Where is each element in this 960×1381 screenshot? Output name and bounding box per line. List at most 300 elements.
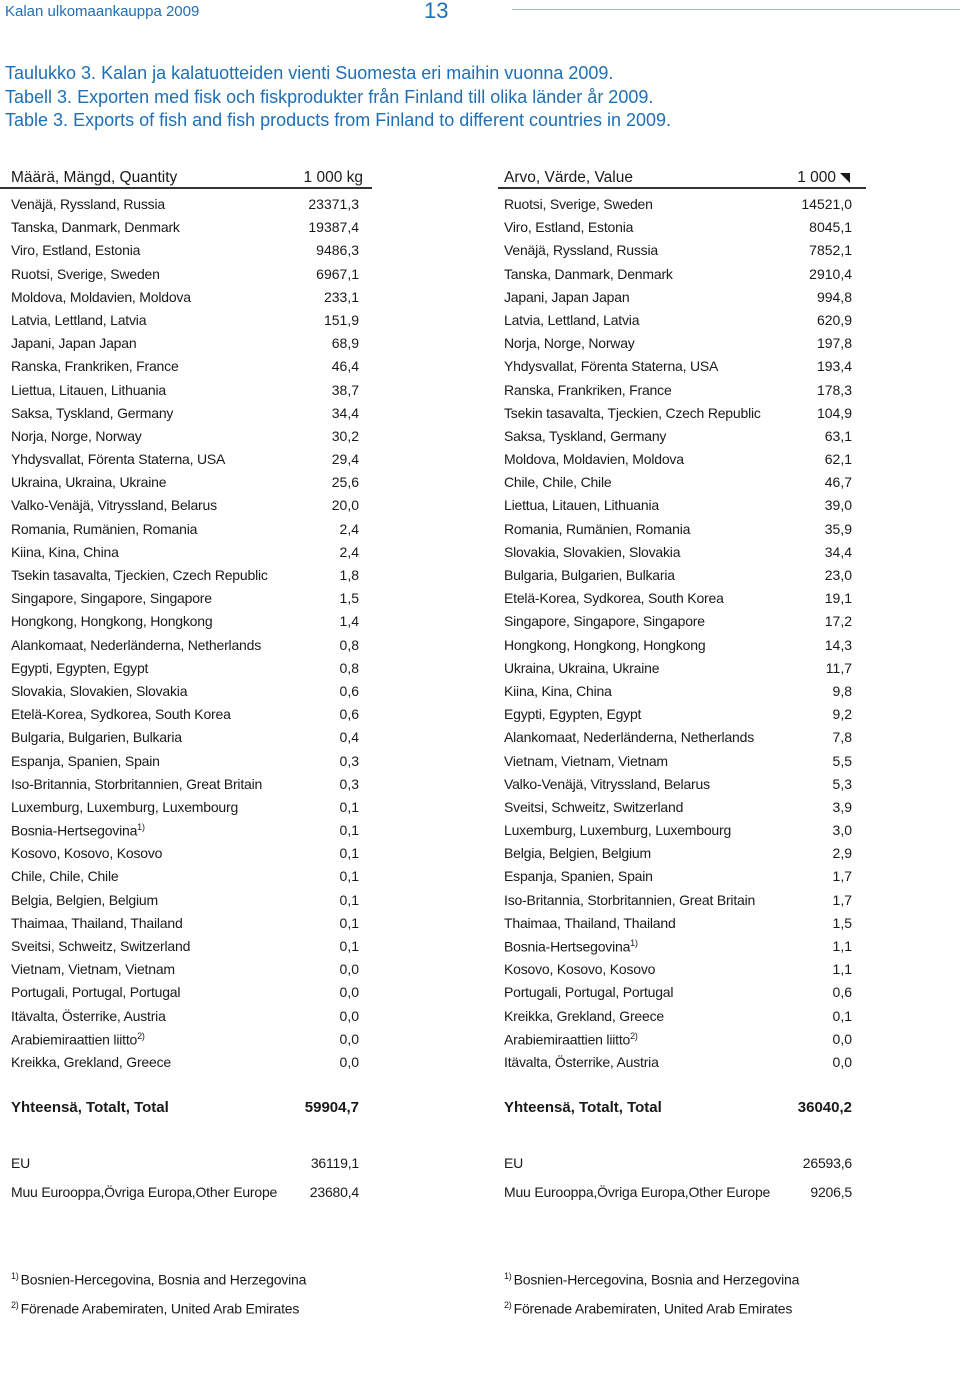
eu-value: 26593,6 bbox=[802, 1155, 852, 1171]
table-row bbox=[504, 680, 856, 703]
country-name bbox=[11, 358, 179, 374]
country-name-text: Slovakia, Slovakien, Slovakia bbox=[11, 682, 188, 699]
table-row bbox=[504, 912, 856, 935]
country-name-text: Itävalta, Österrike, Austria bbox=[11, 1007, 166, 1024]
country-name-text: Hongkong, Hongkong, Hongkong bbox=[504, 636, 706, 653]
footnotes-right bbox=[504, 1271, 799, 1329]
running-header: Kalan ulkomaankauppa 2009 bbox=[5, 3, 200, 20]
country-name-text: Latvia, Lettland, Latvia bbox=[11, 311, 147, 328]
country-name-text: Valko-Venäjä, Vitryssland, Belarus bbox=[11, 497, 217, 514]
country-name bbox=[504, 544, 680, 560]
country-name-text: Portugali, Portugal, Portugal bbox=[504, 984, 674, 1001]
row-value: 0,6 bbox=[339, 682, 359, 699]
table-row bbox=[11, 726, 363, 749]
other-europe-label: Muu Eurooppa,Övriga Europa,Other Europe bbox=[11, 1184, 278, 1200]
table-row bbox=[504, 309, 856, 332]
row-value: 197,8 bbox=[816, 335, 852, 352]
quantity-header-label: Määrä, Mängd, Quantity bbox=[11, 169, 178, 186]
row-value: 2910,4 bbox=[809, 265, 852, 282]
country-name-text: Japani, Japan Japan bbox=[504, 288, 630, 305]
country-name bbox=[11, 312, 146, 328]
country-name-text: Sveitsi, Schweitz, Switzerland bbox=[504, 798, 684, 815]
footnote bbox=[11, 1300, 306, 1329]
table-row bbox=[504, 332, 856, 355]
table-row bbox=[504, 286, 856, 309]
country-name bbox=[504, 497, 659, 513]
country-name bbox=[11, 1031, 145, 1048]
country-name-text: Chile, Chile, Chile bbox=[11, 868, 119, 885]
country-name-text: Vietnam, Vietnam, Vietnam bbox=[504, 752, 668, 769]
table-row bbox=[11, 703, 363, 726]
eu-value: 36119,1 bbox=[310, 1155, 359, 1171]
row-value: 20,0 bbox=[331, 497, 359, 514]
country-name bbox=[11, 428, 142, 444]
country-name-text: Viro, Estland, Estonia bbox=[11, 242, 141, 259]
table-row bbox=[11, 842, 363, 865]
table-row bbox=[11, 680, 363, 703]
footnote-ref: 2) bbox=[137, 1030, 145, 1041]
footnote-ref: 1) bbox=[137, 822, 145, 833]
row-value: 17,2 bbox=[824, 613, 852, 630]
row-value: 9486,3 bbox=[316, 242, 359, 259]
country-name-text: Singapore, Singapore, Singapore bbox=[11, 590, 212, 607]
footnote-text: Bosnien-Hercegovina, Bosnia and Herzegovina bbox=[20, 1271, 307, 1288]
country-name-text: Yhdysvallat, Förenta Staterna, USA bbox=[504, 358, 719, 375]
table-row bbox=[504, 379, 856, 402]
country-name bbox=[11, 984, 180, 1000]
row-value: 39,0 bbox=[824, 497, 852, 514]
table-titles bbox=[5, 62, 671, 133]
country-name bbox=[11, 915, 183, 931]
eu-label: EU bbox=[11, 1155, 31, 1171]
footnote-mark: 1) bbox=[11, 1271, 19, 1281]
table-row bbox=[11, 1051, 363, 1074]
country-name bbox=[504, 613, 705, 629]
row-value: 23,0 bbox=[824, 567, 852, 583]
row-value: 0,4 bbox=[339, 729, 359, 746]
row-value: 0,0 bbox=[339, 961, 359, 978]
country-name bbox=[504, 289, 629, 305]
country-name-text: Saksa, Tyskland, Germany bbox=[11, 404, 174, 421]
row-value: 2,4 bbox=[339, 520, 359, 537]
country-name-text: Ruotsi, Sverige, Sweden bbox=[11, 265, 160, 282]
row-value: 1,4 bbox=[339, 613, 359, 630]
country-name-text: Ranska, Frankriken, France bbox=[504, 381, 672, 398]
footnote-ref: 1) bbox=[630, 938, 638, 948]
country-name bbox=[504, 753, 668, 769]
quantity-rows bbox=[11, 193, 363, 1074]
row-value: 0,1 bbox=[339, 798, 359, 815]
footnote bbox=[504, 1300, 799, 1329]
country-name-text: Kiina, Kina, China bbox=[504, 682, 612, 699]
table-row bbox=[504, 1051, 856, 1074]
row-value: 1,1 bbox=[832, 938, 852, 954]
row-value: 0,1 bbox=[339, 822, 359, 839]
country-name bbox=[504, 382, 672, 398]
quantity-header-unit: 1 000 kg bbox=[303, 169, 363, 186]
country-name bbox=[504, 567, 675, 583]
row-value: 7,8 bbox=[832, 729, 852, 746]
row-value: 0,0 bbox=[339, 984, 359, 1001]
country-name bbox=[504, 776, 710, 792]
row-value: 19,1 bbox=[824, 590, 852, 607]
row-value: 3,9 bbox=[832, 798, 852, 815]
country-name-text: Egypti, Egypten, Egypt bbox=[11, 659, 149, 676]
row-value: 1,7 bbox=[832, 868, 852, 885]
row-value: 38,7 bbox=[331, 381, 359, 398]
footnote-ref: 2) bbox=[630, 1030, 638, 1041]
table-row bbox=[11, 1005, 363, 1028]
row-value: 23371,3 bbox=[308, 196, 359, 212]
row-value: 11,7 bbox=[825, 659, 852, 676]
table-row bbox=[504, 865, 856, 888]
country-name-text: Moldova, Moldavien, Moldova bbox=[504, 451, 684, 468]
country-name-text: Etelä-Korea, Sydkorea, South Korea bbox=[11, 706, 231, 723]
country-name bbox=[11, 474, 166, 490]
country-name bbox=[504, 428, 666, 444]
row-value: 104,9 bbox=[816, 404, 852, 421]
country-name-text: Bosnia-Hertsegovina bbox=[11, 822, 138, 839]
header-rule bbox=[512, 9, 960, 10]
country-name bbox=[11, 219, 180, 235]
country-name-text: Kosovo, Kosovo, Kosovo bbox=[504, 961, 656, 978]
other-europe-label: Muu Eurooppa,Övriga Europa,Other Europe bbox=[504, 1184, 771, 1200]
table-row bbox=[504, 750, 856, 773]
row-value: 34,4 bbox=[331, 404, 359, 421]
row-value: 0,0 bbox=[832, 1053, 852, 1070]
country-name bbox=[11, 196, 165, 212]
table-row bbox=[504, 448, 856, 471]
country-name-text: Iso-Britannia, Storbritannien, Great Britain bbox=[504, 891, 756, 908]
row-value: 68,9 bbox=[331, 335, 359, 352]
title-text: Exporten med fisk och fiskprodukter från Finland till olika länder år 2009. bbox=[77, 86, 654, 107]
country-name-text: Romania, Rumänien, Romania bbox=[504, 520, 691, 537]
country-name bbox=[11, 451, 225, 467]
row-value: 30,2 bbox=[331, 427, 359, 444]
country-name-text: Liettua, Litauen, Lithuania bbox=[504, 497, 659, 514]
country-name-text: Hongkong, Hongkong, Hongkong bbox=[11, 613, 213, 630]
row-value: 0,1 bbox=[339, 845, 359, 862]
footnote bbox=[504, 1271, 799, 1300]
footnote-mark: 1) bbox=[504, 1271, 512, 1281]
country-name bbox=[11, 544, 119, 560]
table-row bbox=[11, 541, 363, 564]
country-name-text: Norja, Norge, Norway bbox=[11, 427, 142, 444]
country-name bbox=[11, 637, 261, 653]
other-europe-value: 9206,5 bbox=[810, 1184, 852, 1200]
table-row bbox=[11, 634, 363, 657]
country-name-text: Tanska, Danmark, Denmark bbox=[11, 219, 180, 236]
country-name bbox=[11, 613, 212, 629]
table-row bbox=[11, 750, 363, 773]
country-name-text: Kreikka, Grekland, Greece bbox=[11, 1053, 171, 1070]
country-name bbox=[504, 845, 651, 861]
row-value: 994,8 bbox=[816, 288, 852, 305]
row-value: 151,9 bbox=[323, 311, 359, 328]
country-name-text: Bulgaria, Bulgarien, Bulkaria bbox=[504, 567, 675, 583]
table-row bbox=[11, 286, 363, 309]
country-name bbox=[504, 219, 633, 235]
table-row bbox=[504, 657, 856, 680]
table-row bbox=[504, 1028, 856, 1051]
country-name bbox=[11, 590, 212, 606]
country-name bbox=[11, 729, 182, 745]
row-value: 0,3 bbox=[339, 775, 359, 792]
table-row bbox=[11, 518, 363, 541]
row-value: 6967,1 bbox=[316, 265, 359, 282]
table-row bbox=[11, 263, 363, 286]
country-name bbox=[11, 1054, 171, 1070]
country-name-text: Kosovo, Kosovo, Kosovo bbox=[11, 845, 163, 862]
country-name bbox=[11, 753, 160, 769]
country-name bbox=[504, 660, 659, 676]
table-row bbox=[504, 610, 856, 633]
row-value: 0,3 bbox=[339, 752, 359, 769]
row-value: 1,5 bbox=[339, 590, 359, 607]
total-label: Yhteensä, Totalt, Total bbox=[504, 1099, 662, 1116]
table-row bbox=[504, 703, 856, 726]
table-row bbox=[504, 889, 856, 912]
country-name-text: Alankomaat, Nederländerna, Netherlands bbox=[504, 729, 754, 746]
table-row bbox=[504, 958, 856, 981]
footnote bbox=[11, 1271, 306, 1300]
footnote-text: Bosnien-Hercegovina, Bosnia and Herzegovina bbox=[513, 1271, 800, 1288]
country-name-text: Moldova, Moldavien, Moldova bbox=[11, 288, 191, 305]
footnote-text: Förenade Arabemiraten, United Arab Emirates bbox=[20, 1300, 300, 1317]
country-name bbox=[504, 405, 761, 421]
total-value: 59904,7 bbox=[304, 1099, 359, 1116]
country-name-text: Japani, Japan Japan bbox=[11, 335, 137, 352]
country-name bbox=[11, 938, 190, 954]
title-text: Exports of fish and fish products from Finland to different countries in 2009. bbox=[73, 110, 672, 130]
table-row bbox=[11, 889, 363, 912]
footnotes-left bbox=[11, 1271, 306, 1329]
row-value: 0,1 bbox=[339, 938, 359, 954]
table-row bbox=[11, 564, 363, 587]
country-name-text: Thaimaa, Thailand, Thailand bbox=[504, 914, 676, 931]
value-table bbox=[504, 166, 856, 1070]
footnote-mark: 2) bbox=[11, 1300, 19, 1310]
country-name-text: Alankomaat, Nederländerna, Netherlands bbox=[11, 636, 261, 653]
table-row bbox=[504, 564, 856, 587]
table-row bbox=[11, 935, 363, 958]
country-name-text: Saksa, Tyskland, Germany bbox=[504, 427, 667, 444]
country-name-text: Romania, Rumänien, Romania bbox=[11, 520, 198, 537]
country-name bbox=[11, 382, 166, 398]
table-row bbox=[504, 541, 856, 564]
total-value: 36040,2 bbox=[797, 1099, 852, 1116]
country-name bbox=[11, 892, 158, 908]
row-value: 3,0 bbox=[832, 822, 852, 839]
country-name-text: Venäjä, Ryssland, Russia bbox=[504, 242, 658, 259]
table-row bbox=[11, 1028, 363, 1051]
country-name-text: Tsekin tasavalta, Tjeckien, Czech Republic bbox=[11, 567, 268, 583]
country-name bbox=[504, 984, 673, 1000]
country-name bbox=[11, 521, 197, 537]
table-row bbox=[504, 796, 856, 819]
row-value: 233,1 bbox=[323, 288, 359, 305]
table-row bbox=[11, 471, 363, 494]
table-row bbox=[504, 587, 856, 610]
euro-icon bbox=[840, 173, 850, 183]
row-value: 46,4 bbox=[331, 358, 359, 375]
country-name bbox=[11, 845, 162, 861]
table-row bbox=[504, 216, 856, 239]
row-value: 9,2 bbox=[832, 706, 852, 723]
country-name-text: Ukraina, Ukraina, Ukraine bbox=[11, 474, 167, 491]
table-row bbox=[11, 865, 363, 888]
country-name bbox=[11, 567, 268, 583]
country-name-text: Espanja, Spanien, Spain bbox=[504, 868, 653, 885]
value-header-label: Arvo, Värde, Value bbox=[504, 169, 633, 186]
title-fi bbox=[5, 62, 671, 86]
country-name-text: Singapore, Singapore, Singapore bbox=[504, 613, 705, 630]
country-name bbox=[504, 915, 676, 931]
country-name bbox=[504, 868, 653, 884]
country-name bbox=[11, 683, 187, 699]
table-row bbox=[11, 912, 363, 935]
title-en bbox=[5, 109, 671, 133]
row-value: 63,1 bbox=[824, 427, 852, 444]
country-name bbox=[504, 1008, 664, 1024]
row-value: 2,9 bbox=[832, 845, 852, 862]
value-header-unit: 1 000 bbox=[797, 169, 836, 186]
country-name bbox=[11, 266, 160, 282]
country-name-text: Latvia, Lettland, Latvia bbox=[504, 311, 640, 328]
table-row bbox=[504, 355, 856, 378]
country-name bbox=[504, 799, 683, 815]
table-row bbox=[11, 355, 363, 378]
country-name bbox=[11, 776, 262, 792]
country-name-text: Luxemburg, Luxemburg, Luxembourg bbox=[504, 822, 732, 839]
row-value: 193,4 bbox=[816, 358, 852, 375]
table-row bbox=[11, 773, 363, 796]
country-name-text: Thaimaa, Thailand, Thailand bbox=[11, 914, 183, 931]
country-name bbox=[504, 196, 653, 212]
country-name-text: Tanska, Danmark, Denmark bbox=[504, 265, 673, 282]
table-row bbox=[504, 425, 856, 448]
country-name-text: Portugali, Portugal, Portugal bbox=[11, 984, 181, 1001]
table-row bbox=[504, 494, 856, 517]
row-value: 25,6 bbox=[331, 474, 359, 491]
country-name-text: Belgia, Belgien, Belgium bbox=[504, 845, 651, 862]
country-name bbox=[504, 266, 673, 282]
row-value: 0,1 bbox=[832, 1007, 852, 1024]
country-name-text: Luxemburg, Luxemburg, Luxembourg bbox=[11, 798, 239, 815]
country-name-text: Vietnam, Vietnam, Vietnam bbox=[11, 961, 175, 978]
country-name-text: Egypti, Egypten, Egypt bbox=[504, 706, 642, 723]
country-name-text: Viro, Estland, Estonia bbox=[504, 219, 634, 236]
title-label: Tabell 3. bbox=[5, 86, 73, 107]
country-name bbox=[504, 938, 638, 955]
total-label: Yhteensä, Totalt, Total bbox=[11, 1099, 169, 1116]
country-name-text: Slovakia, Slovakien, Slovakia bbox=[504, 543, 681, 560]
table-row bbox=[11, 958, 363, 981]
row-value: 9,8 bbox=[832, 682, 852, 699]
country-name bbox=[504, 729, 754, 745]
country-name bbox=[504, 822, 731, 838]
row-value: 620,9 bbox=[816, 311, 852, 328]
country-name bbox=[504, 683, 612, 699]
country-name-text: Espanja, Spanien, Spain bbox=[11, 752, 160, 769]
row-value: 14521,0 bbox=[801, 196, 852, 212]
table-row bbox=[504, 726, 856, 749]
country-name-text: Etelä-Korea, Sydkorea, South Korea bbox=[504, 590, 724, 607]
row-value: 7852,1 bbox=[809, 242, 852, 259]
country-name-text: Sveitsi, Schweitz, Switzerland bbox=[11, 938, 191, 954]
table-row bbox=[11, 796, 363, 819]
country-name bbox=[504, 358, 718, 374]
row-value: 34,4 bbox=[824, 543, 852, 560]
country-name-text: Bosnia-Hertsegovina bbox=[504, 938, 631, 955]
row-value: 0,8 bbox=[339, 659, 359, 676]
row-value: 2,4 bbox=[339, 543, 359, 560]
row-value: 8045,1 bbox=[809, 219, 852, 236]
row-value: 0,0 bbox=[832, 1030, 852, 1047]
row-value: 0,0 bbox=[339, 1030, 359, 1047]
table-row bbox=[11, 981, 363, 1004]
row-value: 1,8 bbox=[339, 567, 359, 583]
country-name bbox=[11, 242, 140, 258]
title-label: Table 3. bbox=[5, 110, 69, 130]
row-value: 0,6 bbox=[339, 706, 359, 723]
country-name bbox=[11, 799, 238, 815]
country-name bbox=[504, 242, 658, 258]
country-name-text: Yhdysvallat, Förenta Staterna, USA bbox=[11, 451, 226, 468]
country-name bbox=[11, 706, 231, 722]
row-value: 1,1 bbox=[832, 961, 852, 978]
page-number: 13 bbox=[424, 0, 449, 23]
row-value: 0,0 bbox=[339, 1053, 359, 1070]
table-row bbox=[11, 379, 363, 402]
row-value: 14,3 bbox=[824, 636, 852, 653]
country-name-text: Iso-Britannia, Storbritannien, Great Britain bbox=[11, 775, 263, 792]
country-name-text: Ranska, Frankriken, France bbox=[11, 358, 179, 375]
table-row bbox=[11, 425, 363, 448]
table-row bbox=[504, 1005, 856, 1028]
country-name bbox=[11, 335, 136, 351]
country-name-text: Norja, Norge, Norway bbox=[504, 335, 635, 352]
country-name bbox=[11, 289, 191, 305]
table-row bbox=[11, 193, 363, 216]
country-name bbox=[504, 961, 655, 977]
title-text: Kalan ja kalatuotteiden vienti Suomesta eri maihin vuonna 2009. bbox=[101, 63, 614, 83]
title-sv bbox=[5, 86, 671, 110]
footnote-text: Förenade Arabemiraten, United Arab Emirates bbox=[513, 1300, 793, 1317]
row-value: 0,1 bbox=[339, 891, 359, 908]
quantity-header bbox=[11, 166, 363, 192]
row-value: 0,6 bbox=[832, 984, 852, 1001]
row-value: 46,7 bbox=[824, 474, 852, 491]
row-value: 5,5 bbox=[832, 752, 852, 769]
table-row bbox=[504, 634, 856, 657]
row-value: 35,9 bbox=[824, 520, 852, 537]
country-name bbox=[504, 1031, 638, 1048]
table-row bbox=[11, 448, 363, 471]
other-europe-value: 23680,4 bbox=[309, 1184, 359, 1200]
country-name bbox=[11, 405, 173, 421]
country-name bbox=[504, 590, 724, 606]
country-name bbox=[11, 822, 145, 839]
country-name-text: Arabiemiraattien liitto bbox=[504, 1031, 631, 1048]
table-row bbox=[11, 239, 363, 262]
country-name-text: Belgia, Belgien, Belgium bbox=[11, 891, 158, 908]
table-row bbox=[11, 402, 363, 425]
country-name-text: Venäjä, Ryssland, Russia bbox=[11, 196, 165, 212]
country-name-text: Itävalta, Österrike, Austria bbox=[504, 1053, 659, 1070]
row-value: 1,7 bbox=[832, 891, 852, 908]
table-row bbox=[504, 263, 856, 286]
